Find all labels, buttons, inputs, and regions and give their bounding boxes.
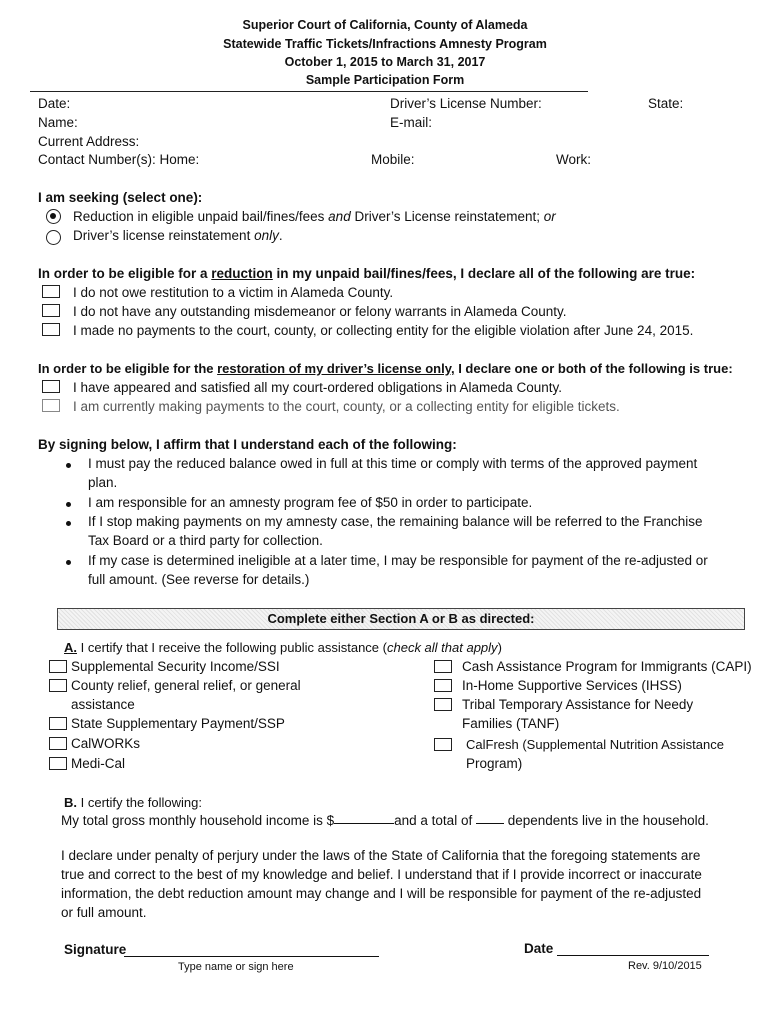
checkbox-ihss[interactable] — [434, 679, 452, 692]
bullet-icon — [66, 560, 71, 565]
court-title: Superior Court of California, County of Alameda — [242, 18, 528, 32]
perjury-text: I declare under penalty of perjury under the laws of the State of California that the foregoing statements are — [61, 848, 701, 863]
restoration-item: I am currently making payments to the court, county, or a collecting entity for eligible tickets. — [73, 399, 620, 414]
state-field[interactable]: State: — [648, 96, 684, 111]
name-field[interactable]: Name: — [38, 115, 78, 130]
section-bar: Complete either Section A or B as directed: — [57, 608, 745, 630]
date-field[interactable]: Date: — [38, 96, 71, 111]
reduction-item: I do not have any outstanding misdemeanor or felony warrants in Alameda County. — [73, 304, 567, 319]
date-signature-line[interactable] — [557, 955, 709, 956]
perjury-text: information, the debt reduction amount may change and I will be responsible for payment of the re-adjusted — [61, 886, 702, 901]
assistance-calworks-label: CalWORKs — [71, 736, 141, 751]
affirm-item-cont: full amount. (See reverse for details.) — [88, 572, 310, 587]
checkbox-ssi[interactable] — [49, 660, 67, 673]
income-statement: My total gross monthly household income is $ and a total of dependents live in the household. — [61, 813, 709, 828]
form-title: Sample Participation Form — [305, 73, 465, 87]
date-label: Date — [524, 941, 554, 956]
income-input[interactable] — [334, 823, 394, 824]
affirm-item: If I stop making payments on my amnesty case, the remaining balance will be referred to the Franchise — [88, 514, 703, 529]
bullet-icon — [66, 463, 71, 468]
assistance-ssp-label: State Supplementary Payment/SSP — [71, 716, 285, 731]
mobile-phone-field[interactable]: Mobile: — [371, 152, 415, 167]
reduction-item: I do not owe restitution to a victim in Alameda County. — [73, 285, 394, 300]
reduction-item: I made no payments to the court, county, or collecting entity for the eligible violation after June 24, 2015. — [73, 323, 694, 338]
assistance-tanf-label-cont: Families (TANF) — [462, 716, 560, 731]
perjury-text: or full amount. — [61, 905, 147, 920]
checkbox-no-restitution[interactable] — [42, 285, 60, 298]
bullet-icon — [66, 521, 71, 526]
perjury-text: true and correct to the best of my knowledge and belief. I understand that if I provide incorrect or inaccurate — [61, 867, 702, 882]
section-b-heading: B. I certify the following: — [64, 795, 202, 810]
assistance-calfresh-label: CalFresh (Supplemental Nutrition Assistance — [466, 737, 724, 752]
affirm-item: I am responsible for an amnesty program fee of $50 in order to participate. — [88, 495, 533, 510]
checkbox-county-relief[interactable] — [49, 679, 67, 692]
radio-reduction-and-reinstatement[interactable] — [46, 209, 61, 224]
affirm-item: I must pay the reduced balance owed in full at this time or comply with terms of the approved payment — [88, 456, 698, 471]
checkbox-capi[interactable] — [434, 660, 452, 673]
bullet-icon — [66, 502, 71, 507]
restoration-item: I have appeared and satisfied all my court-ordered obligations in Alameda County. — [73, 380, 563, 395]
assistance-county-label: County relief, general relief, or general — [71, 678, 301, 693]
email-field[interactable]: E-mail: — [390, 115, 433, 130]
option-reduction-label: Reduction in eligible unpaid bail/fines/fees and Driver’s License reinstatement; or — [73, 209, 556, 224]
section-a-heading: A. I certify that I receive the following public assistance (check all that apply) — [64, 640, 502, 655]
checkbox-obligations-satisfied[interactable] — [42, 380, 60, 393]
assistance-tanf-label: Tribal Temporary Assistance for Needy — [462, 697, 694, 712]
dependents-input[interactable] — [476, 823, 504, 824]
option-reinstatement-label: Driver’s license reinstatement only. — [73, 228, 283, 243]
revision-date: Rev. 9/10/2015 — [628, 960, 702, 972]
checkbox-medi-cal[interactable] — [49, 757, 67, 770]
address-field[interactable]: Current Address: — [38, 134, 140, 149]
signature-label: Signature — [64, 942, 127, 957]
program-title: Statewide Traffic Tickets/Infractions Amnesty Program — [223, 37, 547, 51]
seeking-title: I am seeking (select one): — [38, 190, 203, 205]
checkbox-no-warrants[interactable] — [42, 304, 60, 317]
checkbox-making-payments[interactable] — [42, 399, 60, 412]
affirm-item: If my case is determined ineligible at a later time, I may be responsible for payment of the re-adjusted or — [88, 553, 708, 568]
reduction-title: In order to be eligible for a reduction in my unpaid bail/fines/fees, I declare all of the following are true: — [38, 266, 696, 281]
drivers-license-field[interactable]: Driver’s License Number: — [390, 96, 542, 111]
radio-reinstatement-only[interactable] — [46, 230, 61, 245]
affirm-item-cont: plan. — [88, 475, 118, 490]
assistance-medical-label: Medi-Cal — [71, 756, 126, 771]
signature-hint: Type name or sign here — [178, 961, 294, 973]
signature-line[interactable] — [124, 956, 379, 957]
home-phone-field[interactable]: Contact Number(s): Home: — [38, 152, 200, 167]
checkbox-ssp[interactable] — [49, 717, 67, 730]
checkbox-tanf[interactable] — [434, 698, 452, 711]
assistance-calfresh-label-cont: Program) — [466, 756, 523, 771]
restoration-title: In order to be eligible for the restoration of my driver’s license only, I declare one or both of the following is true: — [38, 361, 733, 376]
program-dates: October 1, 2015 to March 31, 2017 — [284, 55, 486, 69]
assistance-capi-label: Cash Assistance Program for Immigrants (CAPI) — [462, 659, 752, 674]
checkbox-calfresh[interactable] — [434, 738, 452, 751]
assistance-ssi-label: Supplemental Security Income/SSI — [71, 659, 280, 674]
work-phone-field[interactable]: Work: — [556, 152, 592, 167]
header-divider — [30, 91, 588, 92]
assistance-ihss-label: In-Home Supportive Services (IHSS) — [462, 678, 682, 693]
assistance-county-label-cont: assistance — [71, 697, 135, 712]
affirm-title: By signing below, I affirm that I understand each of the following: — [38, 437, 457, 452]
checkbox-no-payments[interactable] — [42, 323, 60, 336]
checkbox-calworks[interactable] — [49, 737, 67, 750]
affirm-item-cont: Tax Board or a third party for collection. — [88, 533, 323, 548]
